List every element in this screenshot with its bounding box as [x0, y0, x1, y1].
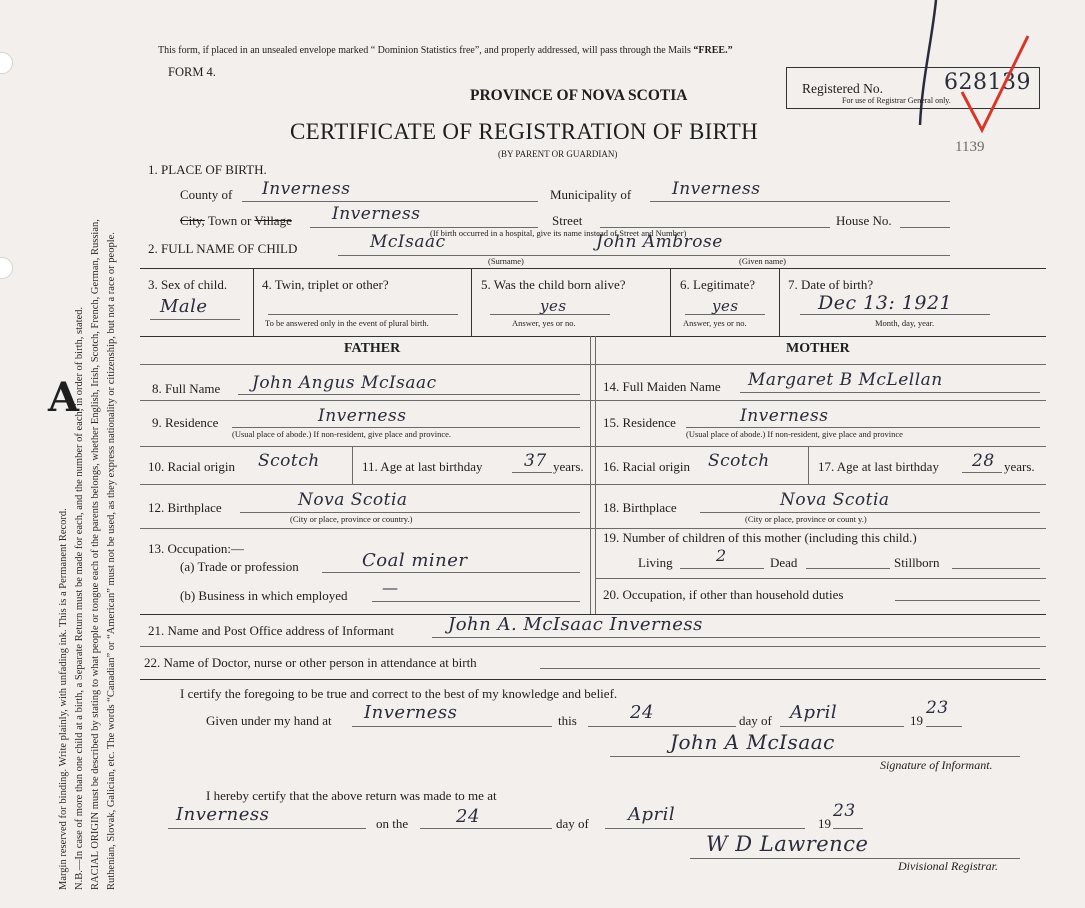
legitimate-value: yes: [712, 297, 739, 315]
dob-value: Dec 13: 1921: [818, 292, 953, 314]
father-abode-note: (Usual place of abode.) If non-resident, give place and province.: [232, 429, 452, 439]
on-the-label: on the: [376, 816, 409, 831]
registered-number: 628139: [944, 70, 1031, 95]
county-label: County of: [180, 187, 233, 202]
father-residence-label: 9. Residence: [152, 415, 219, 430]
registrar-signature: W D Lawrence: [706, 832, 869, 856]
registrar-year-value: 23: [833, 801, 856, 821]
street-label: Street: [552, 213, 583, 228]
surname-caption: (Surname): [488, 256, 524, 266]
father-birthplace-note: (City or place, province or country.): [290, 514, 413, 524]
child-given-value: John Ambrose: [596, 232, 723, 252]
legitimate-label: 6. Legitimate?: [680, 277, 756, 292]
certificate-title: CERTIFICATE OF REGISTRATION OF BIRTH: [290, 119, 759, 144]
father-residence-value: Inverness: [318, 406, 407, 426]
mail-notice: This form, if placed in an unsealed envelope marked “ Dominion Statistics free”, and properly addressed, will pass through the Mails “FREE.”: [158, 45, 733, 56]
child-name-label: 2. FULL NAME OF CHILD: [148, 241, 298, 256]
this-label: this: [558, 713, 577, 728]
margin-line-2: N.B.—In case of more than one child at a birth, a Separate Return must be made for each, and the number of each, in order of birth, stated.: [74, 306, 85, 890]
mother-age-value: 28: [972, 451, 995, 471]
mother-name-label: 14. Full Maiden Name: [603, 379, 721, 394]
form-number: FORM 4.: [168, 65, 216, 79]
certify-text: I certify the foregoing to be true and correct to the best of my knowledge and belief.: [180, 686, 618, 701]
province-heading: PROVINCE OF NOVA SCOTIA: [470, 87, 688, 104]
mother-racial-label: 16. Racial origin: [603, 459, 691, 474]
stillborn-label: Stillborn: [894, 555, 940, 570]
mother-birthplace-note: (City or place, province or count y.): [745, 514, 867, 524]
mother-abode-note: (Usual place of abode.) If non-resident, give place and province: [686, 429, 903, 439]
living-label: Living: [638, 555, 673, 570]
mother-years-label: years.: [1004, 459, 1035, 474]
margin-line-1: Margin reserved for binding. Write plainly, with unfading ink. This is a Permanent Record.: [58, 508, 69, 890]
informant-signature: John A McIsaac: [670, 730, 835, 754]
certificate-subtitle: (BY PARENT OR GUARDIAN): [498, 149, 618, 159]
father-occupation-label: 13. Occupation:—: [148, 541, 245, 556]
registrar-day-of-label: day of: [556, 816, 589, 831]
mother-birthplace-label: 18. Birthplace: [603, 500, 677, 515]
given-year-prefix: 19: [910, 713, 923, 728]
place-of-birth-label: 1. PLACE OF BIRTH.: [148, 162, 267, 177]
living-value: 2: [716, 546, 727, 565]
given-caption: (Given name): [739, 256, 786, 266]
house-no-label: House No.: [836, 213, 892, 228]
informant-value: John A. McIsaac Inverness: [448, 614, 703, 635]
father-birthplace-value: Nova Scotia: [298, 490, 408, 510]
hospital-note: (If birth occurred in a hospital, give its name instead of Street and Number): [430, 228, 687, 238]
mother-age-label: 17. Age at last birthday: [818, 459, 939, 474]
punch-hole-top: [0, 52, 13, 74]
municipality-label: Municipality of: [550, 187, 632, 202]
informant-signature-caption: Signature of Informant.: [880, 758, 993, 772]
twin-note: To be answered only in the event of plural birth.: [265, 318, 429, 328]
registrar-year-prefix: 19: [818, 816, 831, 831]
registrar-certify-text: I hereby certify that the above return was made to me at: [206, 788, 497, 803]
children-count-label: 19. Number of children of this mother (including this child.): [603, 530, 917, 545]
sex-label: 3. Sex of child.: [148, 277, 228, 292]
father-name-value: John Angus McIsaac: [252, 373, 437, 393]
father-birthplace-label: 12. Birthplace: [148, 500, 222, 515]
given-month-value: April: [790, 702, 838, 723]
father-age-value: 37: [524, 451, 547, 471]
given-under-hand-label: Given under my hand at: [206, 713, 332, 728]
father-name-label: 8. Full Name: [152, 381, 221, 396]
mother-birthplace-value: Nova Scotia: [780, 490, 890, 510]
given-day-value: 24: [630, 702, 654, 723]
registrar-general-note: For use of Registrar General only.: [842, 96, 951, 105]
registered-label: Registered No.: [802, 81, 883, 96]
margin-line-4: Ruthenian, Slovak, Galician, etc. The words “Canadian” or “American” must not be used, as they express nationality or citizenship, but not a race or people.: [106, 232, 117, 890]
big-letter-a: A: [48, 374, 80, 421]
born-alive-note: Answer, yes or no.: [512, 318, 576, 328]
pen-marks: [900, 0, 1040, 160]
town-label: City, Town or Village: [180, 213, 292, 228]
registrar-month-value: April: [628, 804, 676, 825]
stamp-number: 1139: [955, 139, 985, 155]
mother-racial-value: Scotch: [708, 451, 770, 471]
given-year-value: 23: [926, 698, 949, 718]
mother-residence-label: 15. Residence: [603, 415, 676, 430]
registrar-place-value: Inverness: [176, 804, 270, 825]
registrar-day-value: 24: [456, 806, 480, 827]
business-value: —: [382, 578, 399, 597]
born-alive-label: 5. Was the child born alive?: [481, 277, 626, 292]
mother-residence-value: Inverness: [740, 406, 829, 426]
municipality-value: Inverness: [672, 179, 761, 199]
sex-value: Male: [160, 296, 208, 317]
business-label: (b) Business in which employed: [180, 588, 348, 603]
trade-label: (a) Trade or profession: [180, 559, 299, 574]
mother-heading: MOTHER: [786, 341, 850, 356]
child-surname-value: McIsaac: [370, 232, 446, 252]
punch-hole-bottom: [0, 257, 13, 279]
mother-occupation-label: 20. Occupation, if other than household duties: [603, 587, 844, 602]
father-racial-value: Scotch: [258, 451, 320, 471]
dob-note: Month, day, year.: [875, 318, 935, 328]
father-racial-label: 10. Racial origin: [148, 459, 236, 474]
given-day-of-label: day of: [739, 713, 772, 728]
margin-line-3: RACIAL ORIGIN must be described by stating to what people or tongue each of the parents belongs, whether English, Irish, Scotch, French, German, Russian,: [90, 219, 101, 890]
doctor-label: 22. Name of Doctor, nurse or other person in attendance at birth: [144, 655, 477, 670]
informant-label: 21. Name and Post Office address of Informant: [148, 623, 394, 638]
father-years-label: years.: [553, 459, 584, 474]
town-value: Inverness: [332, 204, 421, 224]
county-value: Inverness: [262, 179, 351, 199]
father-age-label: 11. Age at last birthday: [362, 459, 483, 474]
born-alive-value: yes: [540, 297, 567, 315]
legitimate-note: Answer, yes or no.: [683, 318, 747, 328]
twin-label: 4. Twin, triplet or other?: [262, 277, 389, 292]
registrar-caption: Divisional Registrar.: [898, 859, 999, 873]
dob-label: 7. Date of birth?: [788, 277, 874, 292]
trade-value: Coal miner: [362, 550, 468, 571]
dead-label: Dead: [770, 555, 798, 570]
father-heading: FATHER: [344, 341, 401, 356]
mother-name-value: Margaret B McLellan: [748, 370, 943, 390]
given-place-value: Inverness: [364, 702, 458, 723]
